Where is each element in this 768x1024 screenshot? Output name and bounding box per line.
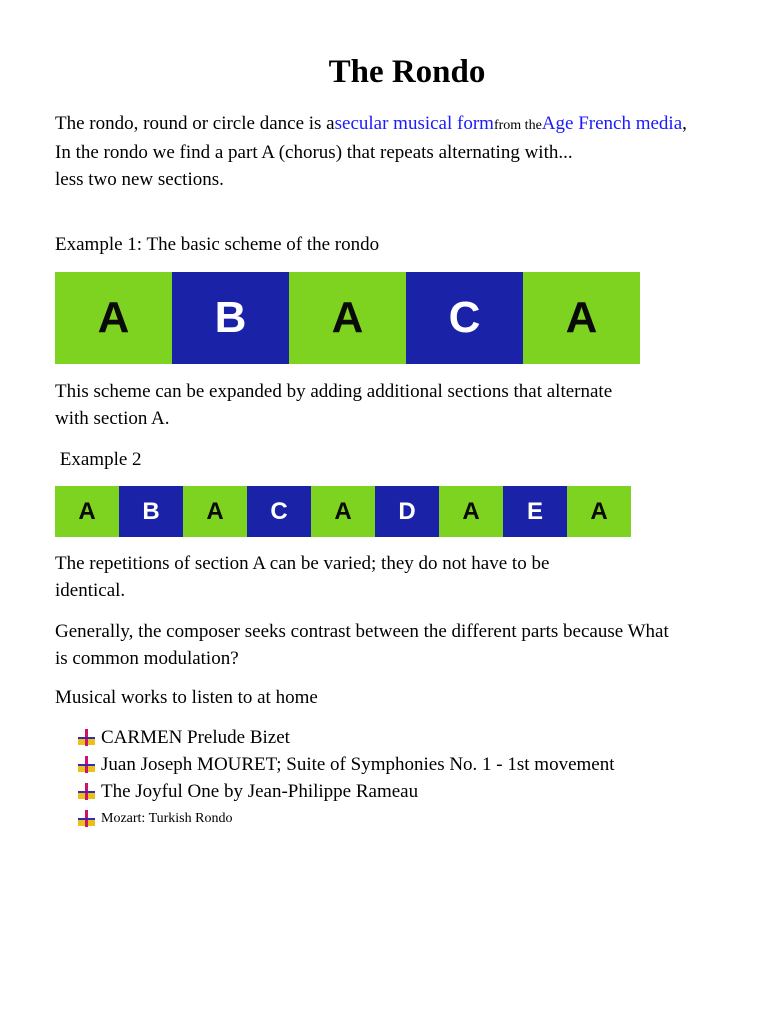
page-title: The Rondo	[328, 54, 486, 90]
example1-section-c: C	[406, 272, 523, 364]
intro-small-text: from the	[493, 118, 542, 133]
example2-label: Example 2	[55, 449, 142, 470]
example1-section-a: A	[289, 272, 406, 364]
example1-section-b: B	[172, 272, 289, 364]
works-list	[78, 724, 615, 832]
bullet-icon	[78, 783, 95, 800]
example2-scheme-bar	[55, 486, 631, 537]
list-item	[78, 751, 615, 778]
expand-paragraph: This scheme can be expanded by adding additional sections that alternate with section A.	[55, 381, 613, 429]
example2-section-a: A	[567, 486, 631, 537]
work-title: CARMEN Prelude Bizet	[101, 727, 290, 748]
intro-line-2: In the rondo we find a part A (chorus) that repeats alternating with...	[55, 142, 573, 163]
example2-section-a: A	[55, 486, 119, 537]
bullet-icon	[78, 756, 95, 773]
work-title: Juan Joseph MOURET; Suite of Symphonies No. 1 - 1st movement	[101, 754, 615, 775]
intro-line-3: less two new sections.	[55, 169, 224, 190]
intro-text: The rondo, round or circle dance is a	[55, 113, 335, 134]
example2-section-d: D	[375, 486, 439, 537]
intro-paragraph	[55, 110, 695, 193]
intro-comma: ,	[682, 113, 687, 134]
example2-section-c: C	[247, 486, 311, 537]
repetitions-paragraph: The repetitions of section A can be varied; they do not have to be identical.	[55, 553, 550, 601]
example1-scheme-bar	[55, 272, 640, 364]
list-item	[78, 805, 615, 832]
example2-section-a: A	[439, 486, 503, 537]
contrast-paragraph: Generally, the composer seeks contrast between the different parts because What is common modulation?	[55, 621, 669, 669]
example2-section-a: A	[183, 486, 247, 537]
work-title: The Joyful One by Jean-Philippe Rameau	[101, 781, 419, 802]
list-item	[78, 724, 615, 751]
age-french-media-link[interactable]: Age French media	[541, 113, 683, 134]
secular-musical-form-link[interactable]: secular musical form	[334, 113, 494, 134]
work-title: Mozart: Turkish Rondo	[101, 811, 233, 826]
works-heading: Musical works to listen to at home	[55, 687, 318, 708]
example1-section-a: A	[55, 272, 172, 364]
example2-section-a: A	[311, 486, 375, 537]
example1-label: Example 1: The basic scheme of the rondo	[55, 234, 380, 255]
list-item	[78, 778, 615, 805]
bullet-icon	[78, 810, 95, 827]
bullet-icon	[78, 729, 95, 746]
example2-section-e: E	[503, 486, 567, 537]
example1-section-a: A	[523, 272, 640, 364]
example2-section-b: B	[119, 486, 183, 537]
